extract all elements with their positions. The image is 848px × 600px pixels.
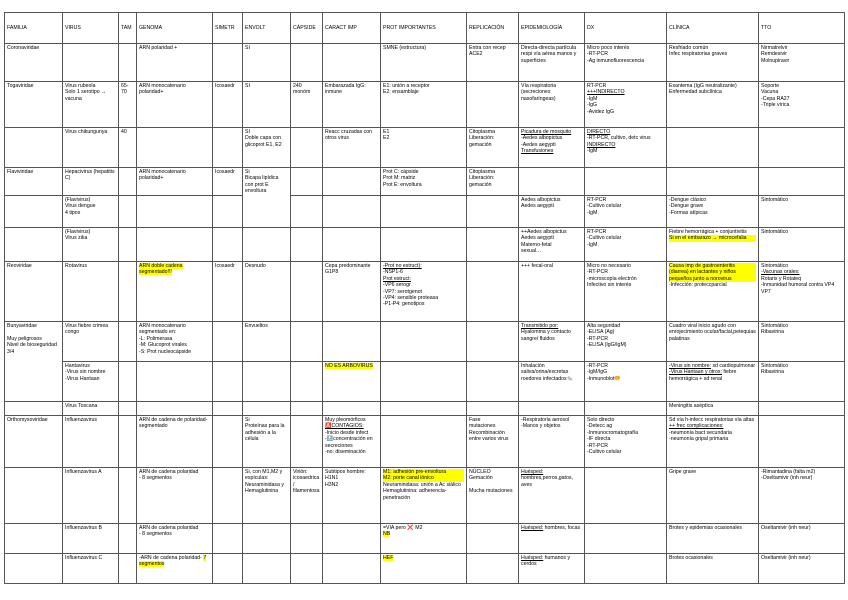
- cell-clinica: [667, 416, 759, 468]
- cell-dx: -RT-PCR -IgM/IgG -Inmunoblot🥯: [585, 362, 667, 402]
- dx-line: -IgM -IgG -Avidez IgG: [587, 95, 615, 115]
- prot-text: M2: [413, 525, 423, 531]
- cell-prot: [381, 362, 467, 402]
- clinica-label: -Virus Hantaan y otros:: [669, 369, 722, 376]
- row-influenzavirus-b: [5, 524, 845, 554]
- cell-caract: [323, 416, 381, 468]
- cell-clinica: Cuadro viral inicio agudo con enrojecimiento ocular/facial,petequias palatinas: [667, 322, 759, 362]
- cell-simetr: [213, 196, 243, 228]
- clinica-highlight: Causa imp de gastroenteritis (diarrea) en lactantes y niños pequeños junto a norovirus: [669, 263, 756, 282]
- prot-line: -Prot no estruct):: [383, 263, 422, 269]
- dx-line: RT-PCR: [587, 83, 607, 89]
- cell-envolt: SI: [243, 44, 291, 82]
- tto-line: Sintomático: [761, 263, 789, 269]
- cell-genoma: [137, 228, 213, 262]
- cell-epidemiologia: Aedes albopictus Aedes aegypti: [519, 196, 585, 228]
- clinica-line: Sd vía h-infecc respiratorias vía altas: [669, 417, 755, 423]
- cell-epidemiologia: [519, 468, 585, 524]
- cell-capside: [291, 416, 323, 468]
- cell-clinica: Resfriado común Infec respiratorias graves: [667, 44, 759, 82]
- tto-line: -Vacunas orales:: [761, 269, 800, 276]
- cell-clinica: Gripe grave: [667, 468, 759, 524]
- cell-tam: [119, 322, 137, 362]
- cell-capside: [291, 362, 323, 402]
- cell-envolt: [243, 524, 291, 554]
- cell-genoma: ARN monocatenario polaridad+: [137, 82, 213, 128]
- header-genoma: GENOMA: [137, 13, 213, 44]
- header-familia: FAMILIA: [5, 13, 63, 44]
- cell-virus: Virus Toscana: [63, 402, 119, 416]
- row-togaviridae-rubeola: [5, 82, 845, 128]
- clinica-line: Fiebre hemorrágica + conjuntivitis: [669, 229, 747, 235]
- cell-clinica: Brotes ocasionales: [667, 554, 759, 584]
- clinica-line: -neumonía bact secundaria -neumonía gripal primaria: [669, 429, 732, 443]
- genoma-text: -ARN de cadena polaridad-: [139, 555, 204, 561]
- epi-line: Hyalomma y contacto sangre/ fluidos: [521, 329, 571, 342]
- cell-envolt: Si, con M1,M2 y espículas: Neuraminidasa y Hemaglutinina: [243, 468, 291, 524]
- header-row: [5, 13, 845, 44]
- header-caract: CARACT IMP: [323, 13, 381, 44]
- cell-tam: 40: [119, 128, 137, 168]
- cell-familia: [5, 468, 63, 524]
- cell-replicacion: [467, 362, 519, 402]
- cell-genoma: [137, 128, 213, 168]
- cell-tto: Oseltamivir (inh neur): [759, 554, 845, 584]
- row-flaviviridae-zika: [5, 228, 845, 262]
- cell-envolt: Desnudo: [243, 262, 291, 322]
- cell-familia: Reoviridae: [5, 262, 63, 322]
- cell-dx: Alta seguridad -ELISA (Ag) -RT-PCR -ELISA (IgG/IgM): [585, 322, 667, 362]
- cell-prot: Prot C: cápside Prot M: matriz Prot E: envoltura: [381, 168, 467, 196]
- epi-line: -Aedes albopictus -Aedes aegypti: [521, 135, 563, 148]
- cell-dx: [585, 168, 667, 196]
- cell-tam: 65-70: [119, 82, 137, 128]
- cell-tto: Sintomático Ribavirina: [759, 322, 845, 362]
- header-tto: TTO: [759, 13, 845, 44]
- cell-prot: [381, 524, 467, 554]
- cell-capside: 240 monóm: [291, 82, 323, 128]
- cell-epidemiologia: Vía respiratoria (secreciones nasofaríngeas): [519, 82, 585, 128]
- clinica-label: -Virus sin nombre:: [669, 363, 711, 369]
- row-bunyaviridae-crimea-congo: [5, 322, 845, 362]
- row-flaviviridae-dengue: [5, 196, 845, 228]
- caract-line: 🅰️CONTAGIOS:: [325, 423, 364, 430]
- cell-familia: Togaviridae: [5, 82, 63, 128]
- cell-capside: [291, 168, 323, 196]
- row-influenzavirus-a: [5, 468, 845, 524]
- cell-virus: Influenzavirus C: [63, 554, 119, 584]
- cell-virus: [63, 44, 119, 82]
- cell-familia: Orthomyxoviridae: [5, 416, 63, 468]
- cell-familia: [5, 196, 63, 228]
- cell-simetr: [213, 468, 243, 524]
- cell-virus: Influenzavirus A: [63, 468, 119, 524]
- cell-genoma: [137, 402, 213, 416]
- cell-simetr: [213, 228, 243, 262]
- cell-tto: Sintomático: [759, 228, 845, 262]
- row-reoviridae: [5, 262, 845, 322]
- cell-capside: [291, 262, 323, 322]
- cell-clinica: [667, 228, 759, 262]
- cell-dx: [585, 402, 667, 416]
- cell-genoma: [137, 554, 213, 584]
- cell-prot: [381, 228, 467, 262]
- cell-replicacion: [467, 196, 519, 228]
- cell-genoma: ARN polaridad +: [137, 44, 213, 82]
- cell-prot: SMNE (estructura): [381, 44, 467, 82]
- cell-epidemiologia: +++ fecal-oral: [519, 262, 585, 322]
- dx-line: +++INDIRECTO: [587, 89, 625, 96]
- dx-line: INDIRECTO: [587, 141, 616, 148]
- prot-highlight: M1: adhesión pre-envoltura: [383, 469, 464, 475]
- header-capside: CÁPSIDE: [291, 13, 323, 44]
- cell-capside: [291, 322, 323, 362]
- cell-virus: Influenzavirus B: [63, 524, 119, 554]
- cell-envolt: Si Proteínas para la adhesión a la célula: [243, 416, 291, 468]
- cell-familia: Coronaviridae: [5, 44, 63, 82]
- cell-virus: (Flavivirus) Virus dengue 4 tipos: [63, 196, 119, 228]
- header-tam: TAM: [119, 13, 137, 44]
- cell-tam: [119, 262, 137, 322]
- cell-tam: [119, 554, 137, 584]
- clinica-line: ++ frec complicaciones:: [669, 423, 724, 430]
- header-virus: VIRUS: [63, 13, 119, 44]
- cell-familia: [5, 128, 63, 168]
- prot-line: Prot estruct:: [383, 275, 411, 282]
- cell-prot: [381, 322, 467, 362]
- cell-clinica: Exantema (IgG neutralizante) Enfermedad subclínica: [667, 82, 759, 128]
- cell-envolt: [243, 402, 291, 416]
- cell-envolt: [243, 362, 291, 402]
- cell-caract: [323, 168, 381, 196]
- cell-virus: Influenzavirus: [63, 416, 119, 468]
- cross-icon: ❌: [407, 525, 414, 531]
- cell-replicacion: [467, 228, 519, 262]
- cell-simetr: [213, 402, 243, 416]
- cell-familia: Bunyaviridae Muy peligrosos Nivel de bioseguridad 3/4: [5, 322, 63, 402]
- cell-capside: [291, 554, 323, 584]
- cell-caract: [323, 402, 381, 416]
- cell-simetr: [213, 554, 243, 584]
- cell-clinica: -Dengue clásico -Dengue grave -Formas atípicas: [667, 196, 759, 228]
- cell-simetr: Icosaedr: [213, 262, 243, 322]
- cell-familia: [5, 402, 63, 416]
- cell-replicacion: [467, 524, 519, 554]
- epi-label: Huésped:: [521, 555, 544, 561]
- epi-label: Huésped:: [521, 469, 544, 475]
- cell-tam: [119, 416, 137, 468]
- prot-line: Neuraminidasa: unión a Ac siálico Hemaglutinina: adherencia-penetración: [383, 481, 461, 501]
- cell-caract: Embarazada IgG: inmune: [323, 82, 381, 128]
- cell-capside: [291, 44, 323, 82]
- caract-line: -Inicio desde infect -🔝concentración en secreciones -no: diseminación: [325, 429, 373, 456]
- cell-envolt: [243, 554, 291, 584]
- cell-clinica: [667, 362, 759, 402]
- cell-prot: [381, 416, 467, 468]
- cell-envolt: Envueltos: [243, 322, 291, 362]
- cell-simetr: [213, 44, 243, 82]
- cell-dx: [585, 554, 667, 584]
- cell-epidemiologia: [519, 402, 585, 416]
- cell-dx: [585, 128, 667, 168]
- cell-caract: [323, 524, 381, 554]
- cell-virus: Hantavirus -Virus sin nombre -Virus Hantaan: [63, 362, 119, 402]
- cell-genoma: ARN monocatenario polaridad+: [137, 168, 213, 196]
- cell-dx: Micro poco interés -RT-PCR -Ag inmunofluorescencia: [585, 44, 667, 82]
- cell-genoma: ARN de cadena de polaridad- segmentado: [137, 416, 213, 468]
- cell-caract: [323, 44, 381, 82]
- cell-clinica: Meningitis aséptica: [667, 402, 759, 416]
- caract-highlight: NO ES ARBOVIRUS: [325, 363, 373, 369]
- cell-epidemiologia: [519, 322, 585, 362]
- cell-caract: [323, 554, 381, 584]
- cell-tto: Sintomático Ribavirina: [759, 362, 845, 402]
- cell-epidemiologia: [519, 168, 585, 196]
- cell-tam: [119, 362, 137, 402]
- row-togaviridae-chikungunya: [5, 128, 845, 168]
- cell-envolt: SI: [243, 82, 291, 128]
- virus-summary-sheet: [4, 12, 844, 596]
- row-influenzavirus-c: [5, 554, 845, 584]
- cell-tam: [119, 402, 137, 416]
- cell-caract: Cepa predominante G1P8: [323, 262, 381, 322]
- cell-virus: Hepacivirus (hepatitis C): [63, 168, 119, 196]
- cell-tto: [759, 402, 845, 416]
- clinica-line: -Infección: proteccparcial: [669, 282, 727, 289]
- cell-prot: [381, 554, 467, 584]
- cell-replicacion: Citoplasma Liberación: gemación: [467, 128, 519, 168]
- cell-virus: Virus fiebre crimea congo: [63, 322, 119, 362]
- cell-genoma: ARN de cadena polaridad - 8 segmentos: [137, 524, 213, 554]
- cell-prot: [381, 468, 467, 524]
- cell-epidemiologia: ++Aedes albopictus Aedes aegypti Materno-fetal sexual…: [519, 228, 585, 262]
- cell-prot: [381, 402, 467, 416]
- cell-dx: RT-PCR -Cultivo celular -IgM: [585, 228, 667, 262]
- cell-simetr: Icosaedr: [213, 82, 243, 128]
- dx-line: -RT-PCR, cultivo, detc virus: [587, 135, 651, 142]
- header-epidemiologia: EPIDEMIOLOGÍA: [519, 13, 585, 44]
- tto-line: Rotarix y Rotateq -Inmunidad humoral contra VP4 VP7: [761, 275, 835, 295]
- cell-replicacion: [467, 262, 519, 322]
- cell-virus: (Flavivirus) Virus zika: [63, 228, 119, 262]
- cell-epidemiologia: [519, 524, 585, 554]
- cell-genoma: ARN monocatenario segmentado en: -L: Polimerasa -M: Glucoprot virales -S: Prot nucleocápside: [137, 322, 213, 362]
- clinica-text: sd cardiopulmonar: [712, 363, 756, 369]
- cell-caract: [323, 228, 381, 262]
- cell-dx: [585, 82, 667, 128]
- cell-dx: RT-PCR -Cultivo celular -IgM: [585, 196, 667, 228]
- cell-dx: [585, 468, 667, 524]
- cell-capside: [291, 402, 323, 416]
- cell-tam: [119, 44, 137, 82]
- cell-tam: [119, 228, 137, 262]
- cell-capside: [291, 128, 323, 168]
- genoma-highlight: 7 segmentos: [139, 555, 207, 568]
- header-clinica: CLÍNICA: [667, 13, 759, 44]
- cell-tto: [759, 168, 845, 196]
- cell-envolt: Si Bicapa lipídica con prot E envoltura: [243, 168, 291, 228]
- cell-tto: [759, 128, 845, 168]
- epi-line: Picadura de mosquito: [521, 129, 572, 135]
- cell-replicacion: NÚCLEO Gemación Mucha mutaciones: [467, 468, 519, 524]
- cell-tam: [119, 524, 137, 554]
- cell-epidemiologia: [519, 128, 585, 168]
- prot-highlight: NB: [383, 531, 391, 538]
- cell-replicacion: Citoplasma Liberación: gemación: [467, 168, 519, 196]
- cell-dx: [585, 524, 667, 554]
- header-envolt: ENVOLT: [243, 13, 291, 44]
- header-dx: DX: [585, 13, 667, 44]
- cell-tto: [759, 416, 845, 468]
- cell-simetr: [213, 128, 243, 168]
- dx-line: -IgM: [587, 148, 598, 155]
- cell-tto: Nirmatrelvir Remdesivir Molnupiravir: [759, 44, 845, 82]
- epi-label: Huésped:: [521, 525, 544, 531]
- row-bunyaviridae-hantavirus: [5, 362, 845, 402]
- epi-line: Transmitido por:: [521, 323, 559, 329]
- dx-line: DIRECTO: [587, 129, 611, 135]
- clinica-text: fiebre hemorrágica + sd renal: [669, 369, 737, 382]
- cell-tto: -Rimantadina (falta m2) -Oseltamivir (inh neur): [759, 468, 845, 524]
- cell-familia: [5, 228, 63, 262]
- prot-text: =VIA pero: [383, 525, 408, 531]
- cell-simetr: [213, 322, 243, 362]
- cell-replicacion: Entra con recep ACE2: [467, 44, 519, 82]
- cell-simetr: [213, 416, 243, 468]
- prot-line: -VP6 serogr -VP7: serotgenot -VP4: sensible proteasa -P1-P4: genotipos: [383, 282, 439, 308]
- cell-virus: Virus rubeola Solo 1 serotipo → vacuna: [63, 82, 119, 128]
- prot-highlight: HEF: [383, 555, 394, 561]
- cell-tto: Soporte Vacuna -Cepa RA27 -Triple vírica: [759, 82, 845, 128]
- cell-caract: [323, 196, 381, 228]
- prot-line: [383, 531, 464, 537]
- cell-familia: Flaviviridae: [5, 168, 63, 196]
- epi-text: hombres, focas: [543, 525, 581, 531]
- caract-line: Muy pleomórficos: [325, 417, 366, 423]
- cell-dx: Solo directo -Detecc ag -Inmunocromatografía -IF directa -RT-PCR -Cultivo celular: [585, 416, 667, 468]
- clinica-highlight: Si en el embarazo → microcefalia: [669, 235, 756, 241]
- cell-caract: [323, 322, 381, 362]
- cell-genoma: [137, 262, 213, 322]
- cell-tto: [759, 262, 845, 322]
- cell-caract: Reacc cruzadas con otros virus: [323, 128, 381, 168]
- cell-caract: [323, 362, 381, 402]
- header-replicacion: REPLICACIÓN: [467, 13, 519, 44]
- cell-clinica: [667, 128, 759, 168]
- cell-dx: Micro no necesario -RT-PCR -microscopía electrón Infectivo sin interés: [585, 262, 667, 322]
- row-coronaviridae: [5, 44, 845, 82]
- cell-familia: [5, 554, 63, 584]
- cell-prot: E1 E2: [381, 128, 467, 168]
- cell-capside: Virión: icosaedrica / filamentosa: [291, 468, 323, 524]
- cell-simetr: Icosaedr: [213, 168, 243, 196]
- cell-clinica: Brotes y epidemias ocasionales: [667, 524, 759, 554]
- row-bunyaviridae-toscana: [5, 402, 845, 416]
- cell-prot: [381, 196, 467, 228]
- cell-epidemiologia: Inhalación saliva/orina/excretas roedores infectados🐀: [519, 362, 585, 402]
- cell-capside: [291, 228, 323, 262]
- cell-genoma: [137, 362, 213, 402]
- cell-simetr: [213, 524, 243, 554]
- cell-tam: [119, 168, 137, 196]
- cell-simetr: [213, 362, 243, 402]
- cell-epidemiologia: Directa-directa partícula respi vía aérea manos y superficies: [519, 44, 585, 82]
- cell-replicacion: [467, 322, 519, 362]
- cell-replicacion: [467, 82, 519, 128]
- cell-genoma: ARN de cadena polaridad - 8 segmentos: [137, 468, 213, 524]
- header-simetr: SIMETR: [213, 13, 243, 44]
- epi-line: Transfusiones: [521, 148, 554, 155]
- prot-highlight: M2: porte canal iónico: [383, 475, 464, 481]
- cell-capside: [291, 196, 323, 228]
- row-orthomyxoviridae-influenzavirus: [5, 416, 845, 468]
- cell-epidemiologia: [519, 554, 585, 584]
- cell-caract: Subtipos hombre: H1N1 H3N2: [323, 468, 381, 524]
- cell-virus: Rotavirus: [63, 262, 119, 322]
- cell-tam: [119, 468, 137, 524]
- cell-envolt: [243, 228, 291, 262]
- cell-prot: [381, 262, 467, 322]
- virus-table: [4, 12, 845, 584]
- cell-envolt: SI Doble capa con glicoprot E1, E2: [243, 128, 291, 168]
- epi-text: humanos y cerdos: [521, 555, 571, 568]
- cell-tam: [119, 196, 137, 228]
- cell-virus: Virus chikungunya: [63, 128, 119, 168]
- header-prot: PROT IMPORTANTES: [381, 13, 467, 44]
- cell-capside: [291, 524, 323, 554]
- cell-familia: [5, 524, 63, 554]
- cell-prot: E1: unión a receptor E2: ensamblaje: [381, 82, 467, 128]
- cell-tto: Sintomático: [759, 196, 845, 228]
- cell-epidemiologia: -Respiratoria aerosol -Manos y objetos: [519, 416, 585, 468]
- cell-replicacion: [467, 554, 519, 584]
- cell-replicacion: [467, 402, 519, 416]
- epi-text: hombres,perros,gatos, aves: [521, 475, 573, 488]
- row-flaviviridae-hepacivirus: [5, 168, 845, 196]
- cell-replicacion: Fase mutaciones Recombinación entre varios virus: [467, 416, 519, 468]
- cell-genoma: [137, 196, 213, 228]
- genoma-highlight: ARN doble cadena segmentado!!!: [139, 263, 183, 276]
- prot-line: -NSP1-6: [383, 269, 403, 276]
- cell-clinica: [667, 262, 759, 322]
- cell-clinica: [667, 168, 759, 196]
- cell-tto: Oseltamivir (inh neur): [759, 524, 845, 554]
